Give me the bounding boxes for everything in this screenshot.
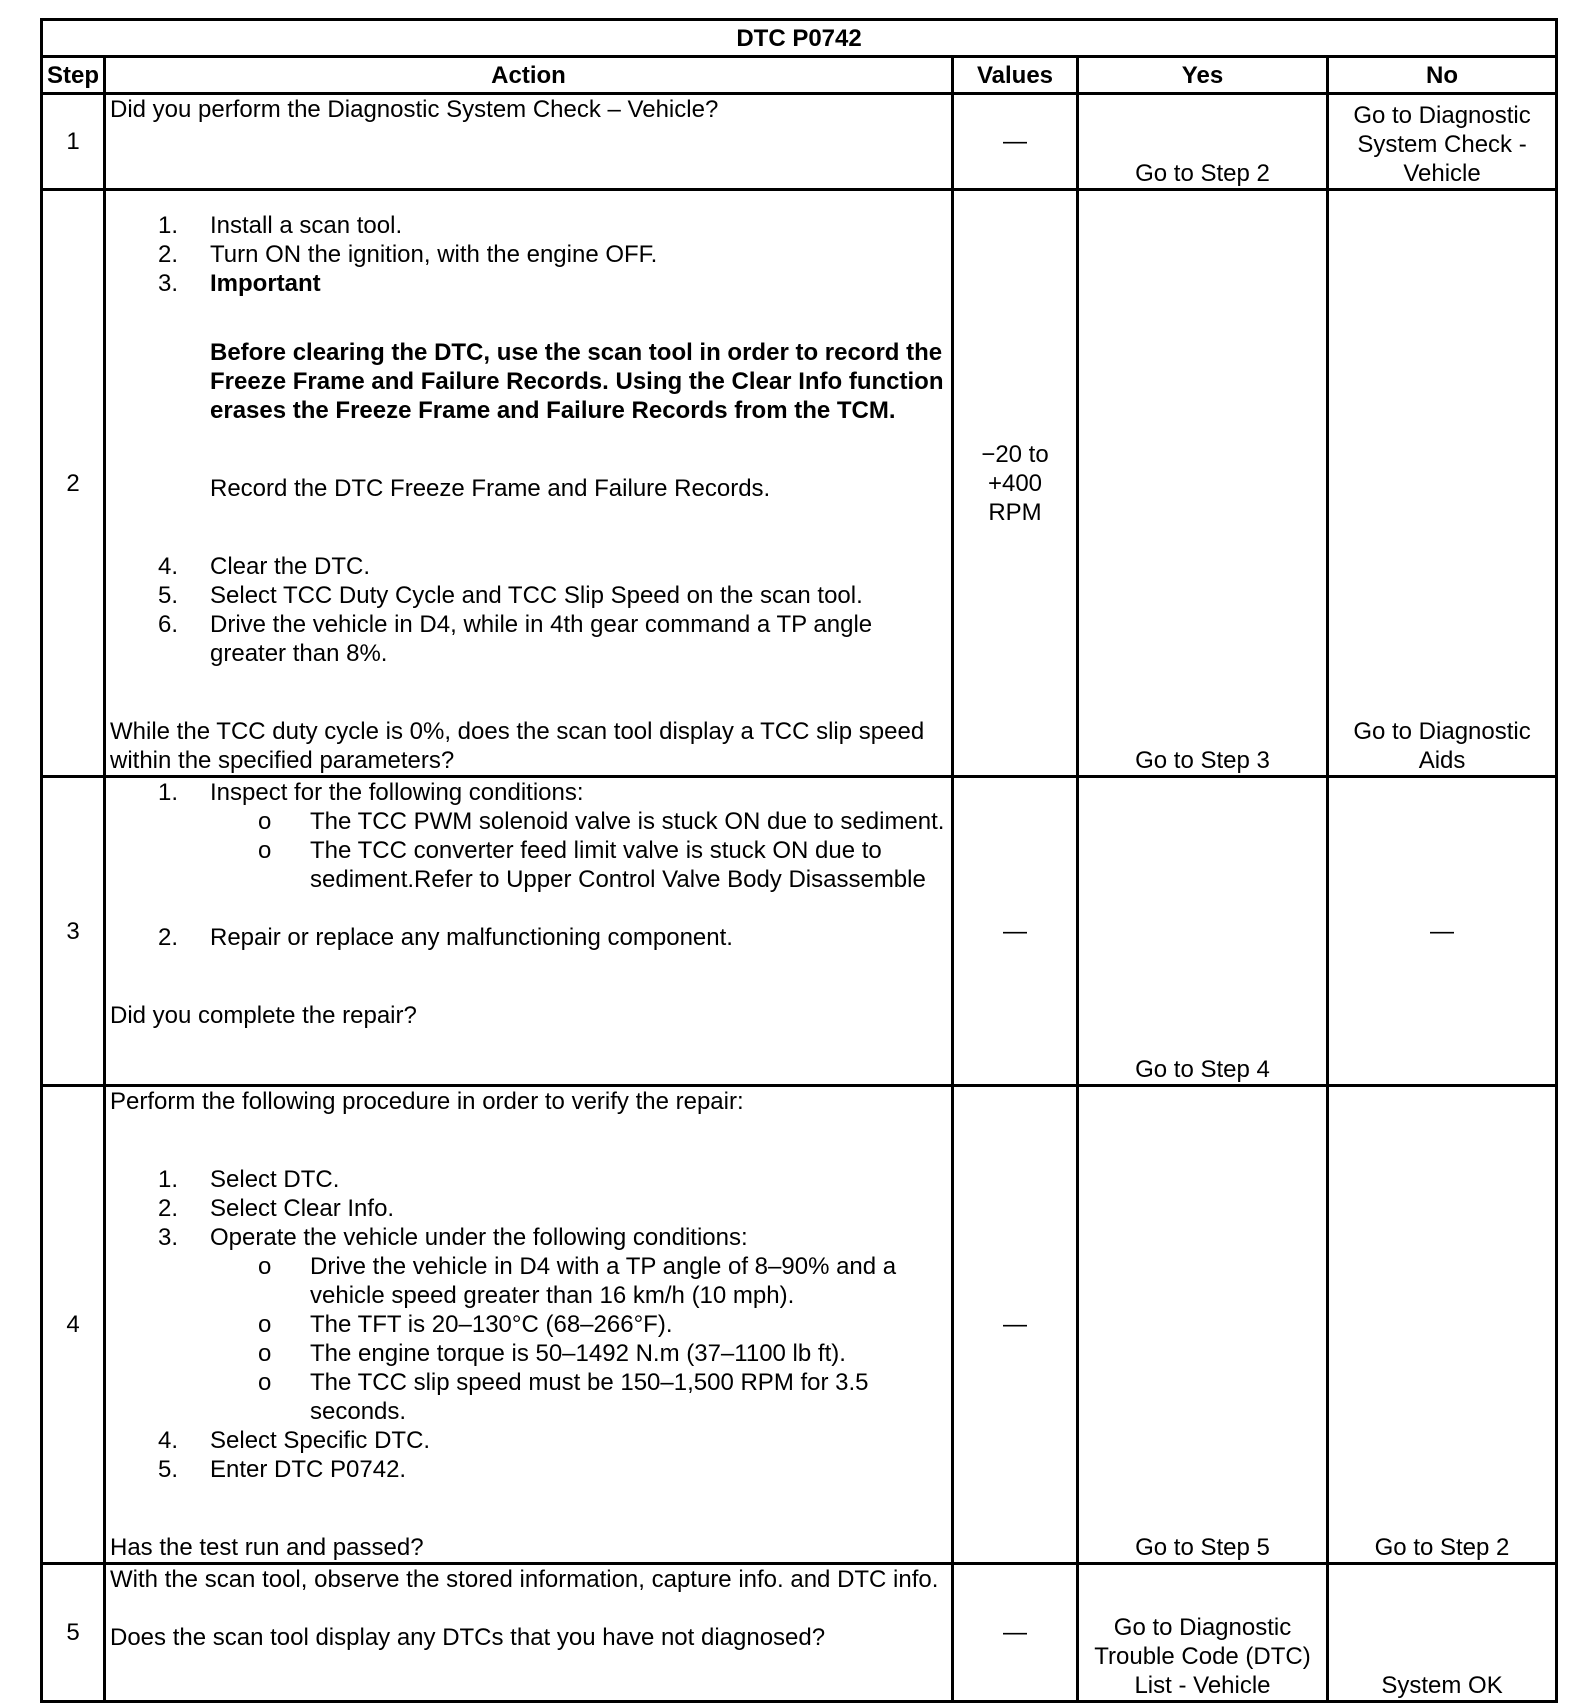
condition-list — [210, 807, 947, 894]
record-text: Record the DTC Freeze Frame and Failure Records. — [210, 475, 771, 502]
list-item: 2. Repair or replace any malfunctioning component. — [158, 924, 733, 951]
yes-cell: Go to Step 4 — [1078, 777, 1328, 1086]
no-cell: Go to Step 2 — [1328, 1086, 1557, 1564]
procedure-list — [110, 778, 947, 952]
list-item: 2. Turn ON the ignition, with the engine OFF. — [158, 241, 658, 268]
question-text: Does the scan tool display any DTCs that you have not diagnosed? — [110, 1624, 826, 1651]
procedure-list — [110, 1165, 947, 1484]
step-number: 4 — [42, 1086, 105, 1564]
list-item: o The TCC PWM solenoid valve is stuck ON due to sediment. — [258, 808, 945, 835]
header-row — [42, 57, 1557, 94]
list-item: 3. Important Before clearing the DTC, use the scan tool in order to record the Freeze Frame and Failure Records. Using the Clear Info function erases the Freeze Frame and Failure Records from the TCM. Record the DTC Freeze Frame and Failure Records. — [110, 269, 947, 552]
list-item: o Drive the vehicle in D4 with a TP angle of 8–90% and a vehicle speed greater than 16 km/h (10 mph). — [258, 1253, 897, 1309]
values-cell: — — [953, 94, 1078, 190]
list-item: o The TFT is 20–130°C (68–266°F). — [258, 1311, 673, 1338]
table-row — [42, 94, 1557, 190]
list-item: 4. Select Specific DTC. — [158, 1427, 431, 1454]
list-item: 6. Drive the vehicle in D4, while in 4th gear command a TP angle greater than 8%. — [158, 611, 873, 667]
dtc-table — [40, 18, 1558, 1703]
list-item: 4. Clear the DTC. — [158, 553, 371, 580]
step-number: 2 — [42, 190, 105, 777]
yes-cell: Go to Step 2 — [1078, 94, 1328, 190]
step-number: 5 — [42, 1564, 105, 1702]
list-item: 1. Select DTC. — [158, 1166, 340, 1193]
values-cell: — — [953, 1564, 1078, 1702]
intro-text: With the scan tool, observe the stored information, capture info. and DTC info. — [110, 1566, 939, 1593]
table-title: DTC P0742 — [42, 20, 1557, 57]
list-item: o The TCC slip speed must be 150–1,500 RPM for 3.5 seconds. — [258, 1369, 869, 1425]
header-no: No — [1328, 57, 1557, 94]
question-text: While the TCC duty cycle is 0%, does the scan tool display a TCC slip speed within the specified parameters? — [110, 718, 925, 774]
header-action: Action — [105, 57, 953, 94]
step-number: 3 — [42, 777, 105, 1086]
intro-text: Perform the following procedure in order to verify the repair: — [110, 1088, 744, 1115]
list-item: 1. Install a scan tool. — [158, 212, 403, 239]
list-item: 5. Select TCC Duty Cycle and TCC Slip Speed on the scan tool. — [158, 582, 863, 609]
no-cell: Go to Diagnostic Aids — [1328, 190, 1557, 777]
question-text: Has the test run and passed? — [110, 1534, 424, 1561]
yes-cell: Go to Step 5 — [1078, 1086, 1328, 1564]
no-cell: System OK — [1328, 1564, 1557, 1702]
important-note: Before clearing the DTC, use the scan tool in order to record the Freeze Frame and Failure Records. Using the Clear Info function erases the Freeze Frame and Failure Records from the TCM. — [210, 339, 944, 424]
list-item: 5. Enter DTC P0742. — [158, 1456, 407, 1483]
table-row — [42, 1086, 1557, 1564]
table-row — [42, 777, 1557, 1086]
list-item: 2. Select Clear Info. — [158, 1195, 395, 1222]
no-cell: — — [1328, 777, 1557, 1086]
list-item: 1. Inspect for the following conditions: o The TCC PWM solenoid valve is stuck ON due to sediment. o The TCC converter feed limit valve is stuck ON due to sediment.Refer to Upper Control Valve Body Disassemble — [110, 778, 947, 923]
yes-cell: Go to Step 3 — [1078, 190, 1328, 777]
step-number: 1 — [42, 94, 105, 190]
table-row — [42, 190, 1557, 777]
procedure-list — [110, 211, 947, 668]
values-cell: — — [953, 1086, 1078, 1564]
list-item: o The TCC converter feed limit valve is stuck ON due to sediment.Refer to Upper Control Valve Body Disassemble — [258, 837, 926, 893]
action-cell — [105, 777, 953, 1086]
no-cell: Go to Diagnostic System Check - Vehicle — [1328, 94, 1557, 190]
action-cell — [105, 190, 953, 777]
action-cell — [105, 1086, 953, 1564]
title-row — [42, 20, 1557, 57]
condition-list — [210, 1252, 947, 1426]
action-cell — [105, 1564, 953, 1702]
yes-cell: Go to Diagnostic Trouble Code (DTC) List - Vehicle — [1078, 1564, 1328, 1702]
header-values: Values — [953, 57, 1078, 94]
question-text: Did you perform the Diagnostic System Check – Vehicle? — [110, 96, 719, 123]
question-text: Did you complete the repair? — [110, 1002, 417, 1029]
values-cell: — — [953, 777, 1078, 1086]
list-item: 3. Operate the vehicle under the following conditions: o Drive the vehicle in D4 with a TP angle of 8–90% and a vehicle speed greater than 16 km/h (10 mph). o The TFT is 20–130°C (68–266°F). o The engine torque is 50–1492 N.m (37–1100 lb ft). o The TCC slip speed must be 150–1,500 RPM for 3.5 seconds. — [110, 1223, 947, 1426]
values-cell: −20 to +400 RPM — [953, 190, 1078, 777]
header-step: Step — [42, 57, 105, 94]
table-row — [42, 1564, 1557, 1702]
action-cell — [105, 94, 953, 190]
header-yes: Yes — [1078, 57, 1328, 94]
list-item: o The engine torque is 50–1492 N.m (37–1100 lb ft). — [258, 1340, 846, 1367]
